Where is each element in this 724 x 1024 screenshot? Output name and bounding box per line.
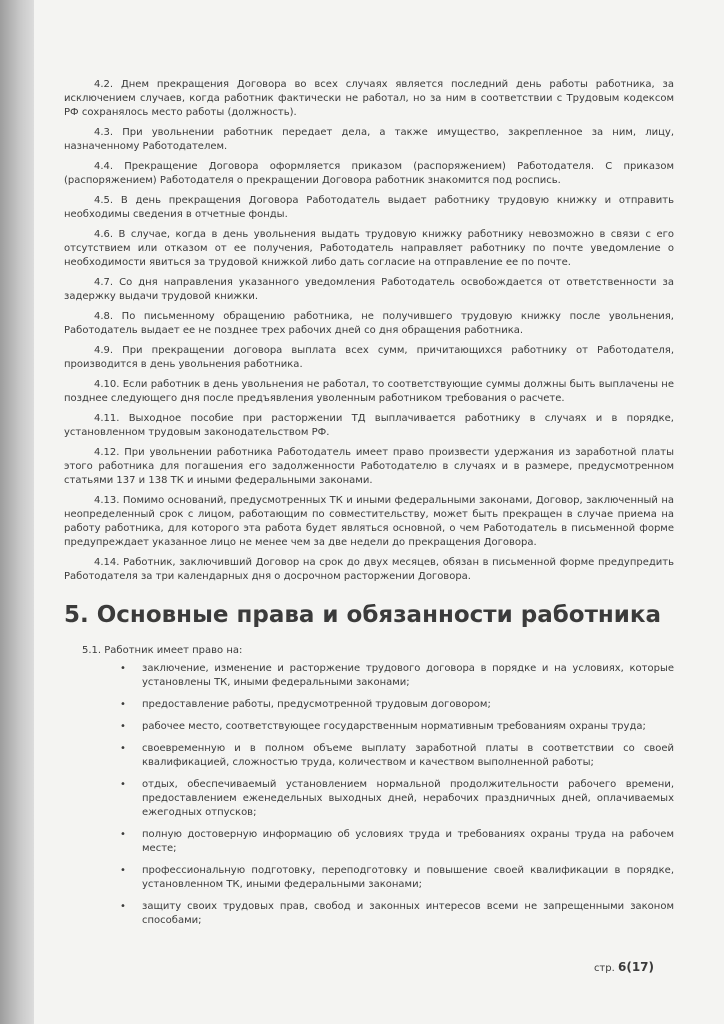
document-page: [34, 0, 724, 1024]
page-binding-shadow: [0, 0, 34, 1024]
page-number-current: 6: [617, 960, 627, 974]
list-item-text: рабочее место, соответствующее государственным нормативным требованиям охраны труда;: [142, 721, 646, 732]
page-number-total: (17): [626, 960, 654, 974]
list-item: [120, 900, 674, 928]
list-item-text: защиту своих трудовых прав, свобод и законных интересов всеми не запрещенными законом способами;: [142, 901, 674, 926]
paragraph-4-3: 4.3. При увольнении работник передает дела, а также имущество, закрепленное за ним, лицу, назначенному Работодателем.: [64, 127, 674, 152]
subsection-5-1: 5.1. Работник имеет право на:: [82, 645, 243, 656]
bullet-icon: •: [120, 901, 126, 912]
bullet-icon: •: [120, 721, 126, 732]
bullet-icon: •: [120, 743, 126, 754]
paragraph-4-12: 4.12. При увольнении работника Работодатель имеет право произвести удержания из заработной платы этого работника для погашения его задолженности Работодателю в случаях и в размере, предусмотренном статьями 137 и 138 ТК и иными федеральными законами.: [64, 447, 674, 486]
list-item: [120, 662, 674, 690]
paragraph-4-10: 4.10. Если работник в день увольнения не работал, то соответствующие суммы должны быть выплачены не позднее следующего дня после предъявления уволенным работником требования о расчете.: [64, 379, 674, 404]
bullet-icon: •: [120, 699, 126, 710]
paragraph-4-13: 4.13. Помимо оснований, предусмотренных ТК и иными федеральными законами, Договор, заключенный на неопределенный срок с лицом, работающим по совместительству, может быть прекращен в случае приема на работу работника, для которого эта работа будет являться основной, о чем Работодатель в письменной форме предупреждает указанное лицо не менее чем за две недели до прекращения Договора.: [64, 495, 674, 548]
bullet-icon: •: [120, 779, 126, 790]
paragraph-4-2: 4.2. Днем прекращения Договора во всех случаях является последний день работы работника, за исключением случаев, когда работник фактически не работал, но за ним в соответствии с Трудовым кодексом РФ сохранялось место работы (должность).: [64, 79, 674, 118]
rights-list: [64, 662, 674, 928]
bullet-icon: •: [120, 829, 126, 840]
list-item-text: своевременную и в полном объеме выплату заработной платы в соответствии со своей квалификацией, сложностью труда, количеством и качеством выполненной работы;: [142, 743, 674, 768]
list-item: [120, 864, 674, 892]
list-item: [120, 828, 674, 856]
section-title: 5. Основные права и обязанности работника: [64, 602, 662, 628]
paragraph-4-5: 4.5. В день прекращения Договора Работодатель выдает работнику трудовую книжку и отправить необходимы сведения в отчетные фонды.: [64, 195, 674, 220]
paragraph-4-7: 4.7. Со дня направления указанного уведомления Работодатель освобождается от ответственности за задержку выдачи трудовой книжки.: [64, 277, 674, 302]
bullet-icon: •: [120, 865, 126, 876]
paragraph-4-11: 4.11. Выходное пособие при расторжении ТД выплачивается работнику в случаях и в порядке, установленном трудовым законодательством РФ.: [64, 413, 674, 438]
page-number-label: стр.: [593, 963, 618, 974]
list-item-text: полную достоверную информацию об условиях труда и требованиях охраны труда на рабочем месте;: [142, 829, 674, 854]
list-item: [120, 698, 674, 712]
list-item: [120, 742, 674, 770]
list-item-text: заключение, изменение и расторжение трудового договора в порядке и на условиях, которые установлены ТК, иными федеральными законами;: [142, 663, 674, 688]
list-item: [120, 778, 674, 820]
page-number: [594, 960, 654, 974]
list-item-text: профессиональную подготовку, переподготовку и повышение своей квалификации в порядке, установленном ТК, иными федеральными законами;: [142, 865, 674, 890]
paragraph-4-9: 4.9. При прекращении договора выплата всех сумм, причитающихся работнику от Работодателя, производится в день увольнения работника.: [64, 345, 674, 370]
list-item-text: отдых, обеспечиваемый установлением нормальной продолжительности рабочего времени, предоставлением еженедельных выходных дней, нерабочих праздничных дней, оплачиваемых ежегодных отпусков;: [142, 779, 674, 818]
list-item-text: предоставление работы, предусмотренной трудовым договором;: [142, 699, 491, 710]
paragraph-4-4: 4.4. Прекращение Договора оформляется приказом (распоряжением) Работодателя. С приказом (распоряжением) Работодателя о прекращении Договора работник знакомится под роспись.: [64, 161, 674, 186]
paragraph-4-14: 4.14. Работник, заключивший Договор на срок до двух месяцев, обязан в письменной форме предупредить Работодателя за три календарных дня о досрочном расторжении Договора.: [64, 557, 674, 582]
bullet-icon: •: [120, 663, 126, 674]
paragraph-4-6: 4.6. В случае, когда в день увольнения выдать трудовую книжку работнику невозможно в связи с его отсутствием или отказом от ее получения, Работодатель направляет работнику по почте уведомление о необходимости явиться за трудовой книжкой либо дать согласие на отправление ее по почте.: [64, 229, 674, 268]
list-item: [120, 720, 674, 734]
document-content: [64, 78, 674, 936]
paragraph-4-8: 4.8. По письменному обращению работника, не получившего трудовую книжку после увольнения, Работодатель выдает ее не позднее трех рабочих дней со дня обращения работника.: [64, 311, 674, 336]
